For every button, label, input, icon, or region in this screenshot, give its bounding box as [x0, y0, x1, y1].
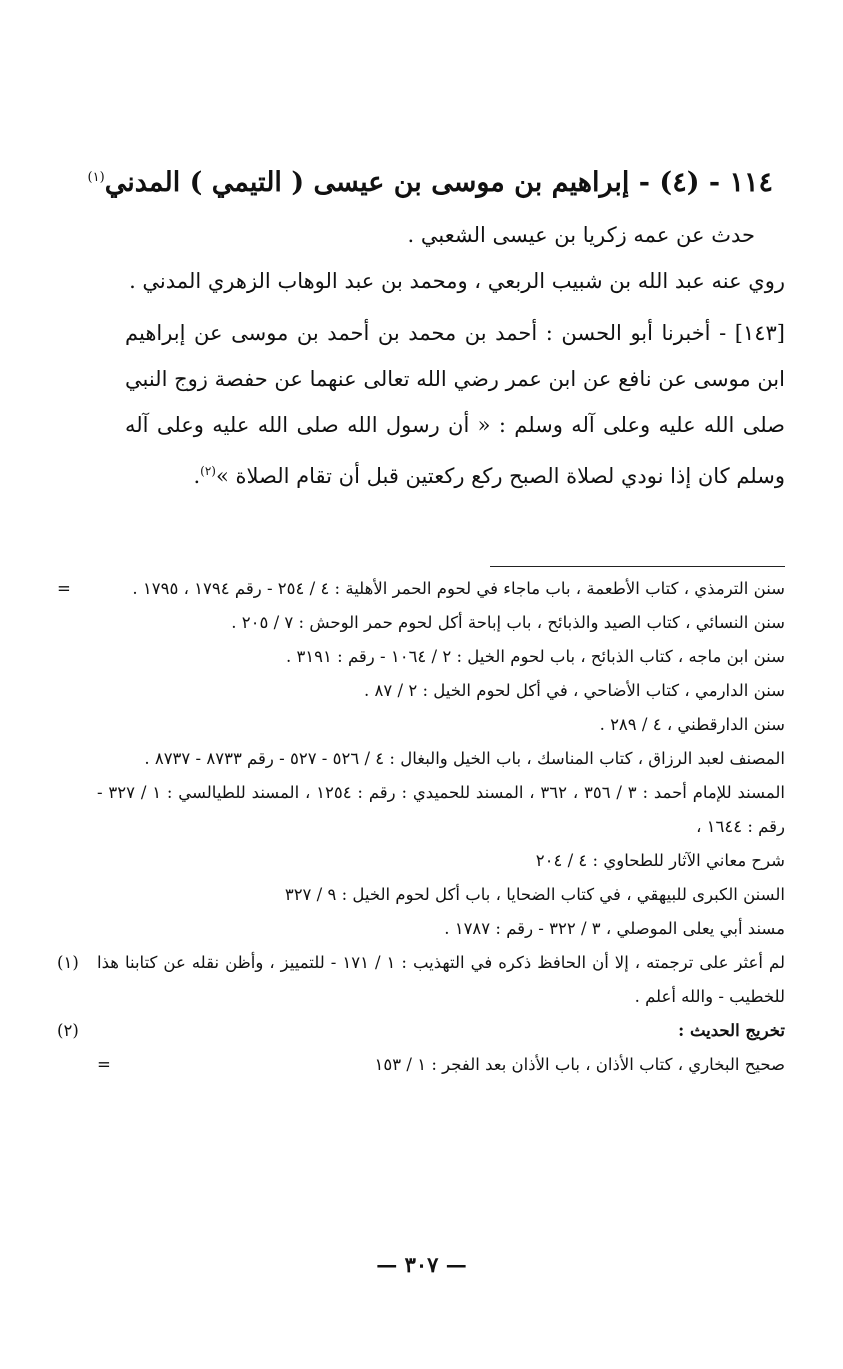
- page-number: — ٣٠٧ —: [376, 1252, 467, 1277]
- reference-line: السنن الكبرى للبيهقي ، في كتاب الضحايا ، باب أكل لحوم الخيل : ٩ / ٣٢٧: [284, 885, 785, 904]
- hadith-end: .: [193, 464, 201, 488]
- reference-line: سنن النسائي ، كتاب الصيد والذبائح ، باب إباحة أكل لحوم حمر الوحش : ٧ / ٢٠٥ .: [231, 613, 785, 632]
- continued-references: [97, 572, 785, 946]
- footnotes-section: [57, 572, 785, 1082]
- footnote-2-line: [97, 1048, 785, 1082]
- hadith-paragraph: [125, 310, 785, 499]
- footnote-1-text: لم أعثر على ترجمته ، إلا أن الحافظ ذكره في التهذيب : ١ / ١٧١ - للتمييز ، وأظن نقله عن كتابنا هذا للخطيب - والله أعلم .: [97, 953, 785, 1006]
- footnote-2-title: تخريج الحديث :: [678, 1021, 785, 1040]
- reference-line: شرح معاني الآثار للطحاوي : ٤ / ٢٠٤: [535, 851, 785, 870]
- entry-heading: [87, 158, 773, 203]
- footnote-continuation: [57, 572, 785, 946]
- reference-line: سنن الدارمي ، كتاب الأضاحي ، في أكل لحوم الخيل : ٢ / ٨٧ .: [364, 681, 785, 700]
- heading-footnote-ref: (١): [87, 170, 105, 185]
- footnote-1-marker: (١): [57, 953, 79, 972]
- footnote-divider: [490, 566, 785, 567]
- reference-line: المسند للإمام أحمد : ٣ / ٣٥٦ ، ٣٦٢ ، المسند للحميدي : رقم : ١٢٥٤ ، المسند للطيالسي : ١ / ٣٢٧ - رقم : ١٦٤٤ ،: [97, 783, 785, 836]
- footnote-2-body: [97, 1014, 785, 1082]
- footnote-2-marker: (٢): [57, 1021, 79, 1040]
- entry-body: [125, 212, 785, 499]
- footnote-2-reference: صحيح البخاري ، كتاب الأذان ، باب الأذان بعد الفجر : ١ / ١٥٣: [374, 1055, 785, 1074]
- entry-heading-text: ١١٤ - (٤) - إبراهيم بن موسى بن عيسى ( التيمي ) المدني: [104, 167, 773, 198]
- footnote-1: [57, 946, 785, 1014]
- reference-line: سنن ابن ماجه ، كتاب الذبائح ، باب لحوم الخيل : ٢ / ١٠٦٤ - رقم : ٣١٩١ .: [285, 647, 785, 666]
- footnote-2: [57, 1014, 785, 1082]
- hadith-footnote-ref: (٢): [200, 464, 216, 478]
- reference-line: المصنف لعبد الرزاق ، كتاب المناسك ، باب الخيل والبغال : ٤ / ٥٢٦ - ٥٢٧ - رقم ٨٧٣٣ - ٨٧٣٧ .: [144, 749, 785, 768]
- narrated-from-line: حدث عن عمه زكريا بن عيسى الشعبي .: [407, 223, 755, 247]
- reference-line: مسند أبي يعلى الموصلي ، ٣ / ٣٢٢ - رقم : ١٧٨٧ .: [444, 919, 785, 938]
- narrators-line: روي عنه عبد الله بن شبيب الربعي ، ومحمد بن عبد الوهاب الزهري المدني .: [129, 269, 785, 293]
- reference-line: سنن الدارقطني ، ٤ / ٢٨٩ .: [599, 715, 785, 734]
- footnote-2-continues: =: [97, 1055, 111, 1074]
- hadith-text: [١٤٣] - أخبرنا أبو الحسن : أحمد بن محمد بن أحمد بن موسى عن إبراهيم ابن موسى عن نافع عن ابن عمر رضي الله تعالى عنهما عن حفصة زوج النبي صلى الله عليه وعلى آله وسلم : « أن رسول الله صلى الله عليه وعلى آله وسلم كان إذا نودي لصلاة الصبح ركع ركعتين قبل أن تقام الصلاة »: [125, 321, 785, 488]
- continuation-marker: =: [57, 579, 71, 598]
- reference-line: سنن الترمذي ، كتاب الأطعمة ، باب ماجاء في لحوم الحمر الأهلية : ٤ / ٢٥٤ - رقم ١٧٩٤ ، ١٧٩٥ .: [132, 579, 785, 598]
